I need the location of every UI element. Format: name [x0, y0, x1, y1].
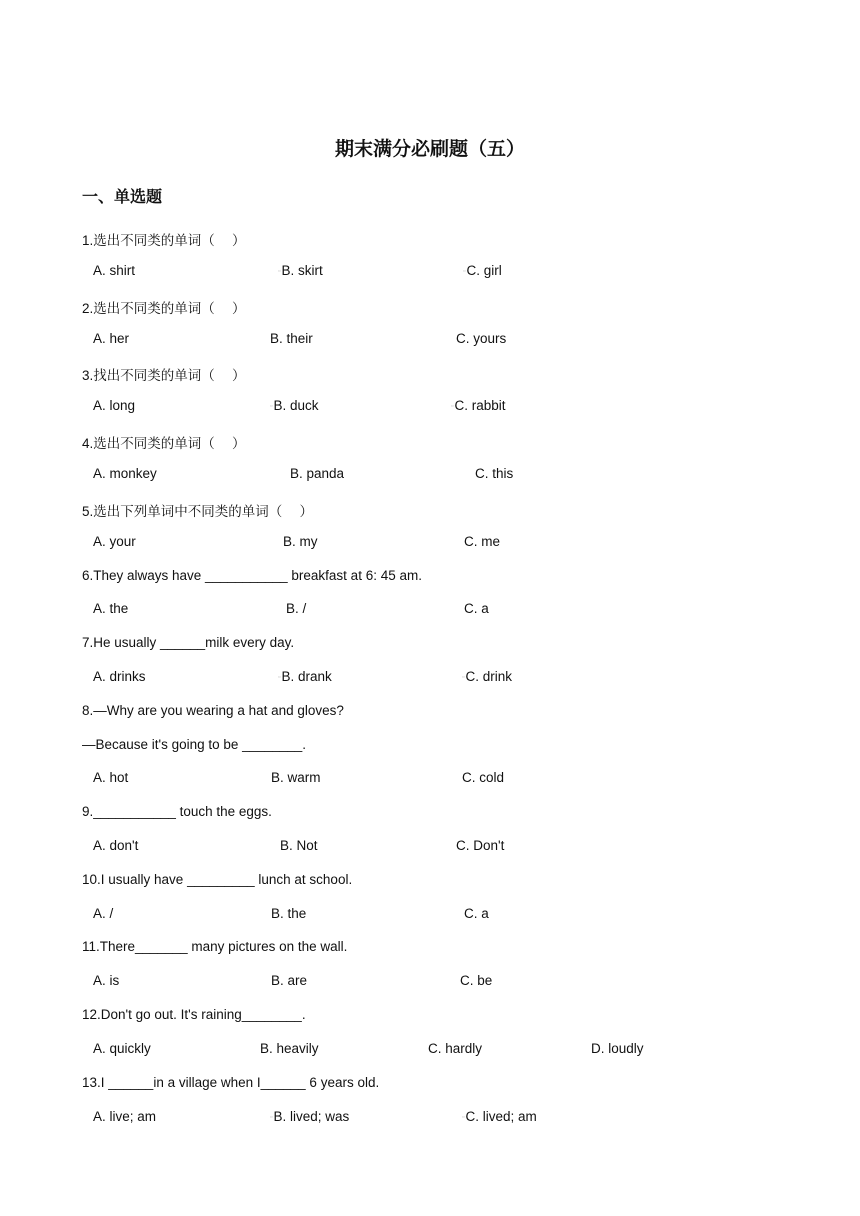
option-c-label: C. rabbit [454, 398, 506, 413]
option-a[interactable]: A. drinks [93, 669, 146, 684]
option-d[interactable]: D. loudly [591, 1041, 644, 1056]
option-c[interactable]: C. cold [462, 770, 505, 785]
option-a[interactable]: A. shirt [93, 263, 136, 278]
question-stem: 7.He usually ______milk every day. [82, 635, 295, 650]
option-c[interactable] [462, 1109, 537, 1124]
anchor-mark-icon: ▫ [278, 673, 281, 681]
option-c[interactable] [462, 669, 512, 684]
option-c-label: C. lived; am [465, 1109, 537, 1124]
question-stem: 10.I usually have _________ lunch at school. [82, 872, 353, 887]
anchor-mark-icon: ▫ [451, 402, 454, 410]
option-b-label: B. lived; was [273, 1109, 350, 1124]
option-b[interactable]: B. my [283, 534, 318, 549]
option-c[interactable] [463, 263, 502, 278]
option-c[interactable]: C. a [464, 601, 489, 616]
question-stem: 4.选出不同类的单词（ ） [82, 436, 246, 451]
question-stem: 8.—Why are you wearing a hat and gloves? [82, 703, 344, 718]
option-c[interactable]: C. yours [456, 331, 507, 346]
anchor-mark-icon: ▫ [462, 1113, 465, 1121]
section-heading: 一、单选题 [82, 187, 163, 206]
option-c[interactable]: C. hardly [428, 1041, 483, 1056]
option-a[interactable]: A. monkey [93, 466, 157, 481]
option-b[interactable] [278, 263, 323, 278]
option-b[interactable] [278, 669, 332, 684]
anchor-mark-icon: ▫ [270, 402, 273, 410]
question-stem: 11.There_______ many pictures on the wall. [82, 939, 348, 954]
anchor-mark-icon: ▫ [462, 673, 465, 681]
option-a[interactable]: A. is [93, 973, 120, 988]
question-stem: 12.Don't go out. It's raining________. [82, 1007, 306, 1022]
option-b[interactable]: B. panda [290, 466, 345, 481]
option-b[interactable] [270, 398, 319, 413]
question-stem: 6.They always have ___________ breakfast at 6: 45 am. [82, 568, 422, 583]
option-b[interactable]: B. are [271, 973, 308, 988]
option-c[interactable] [451, 398, 506, 413]
option-c-label: C. girl [466, 263, 502, 278]
option-c[interactable]: C. be [460, 973, 493, 988]
option-a[interactable]: A. don't [93, 838, 139, 853]
option-b[interactable]: B. the [271, 906, 307, 921]
option-b-label: B. drank [281, 669, 332, 684]
option-a[interactable]: A. quickly [93, 1041, 151, 1056]
question-stem: 13.I ______in a village when I______ 6 years old. [82, 1075, 380, 1090]
option-b[interactable]: B. heavily [260, 1041, 319, 1056]
option-a[interactable]: A. her [93, 331, 130, 346]
question-stem: 9.___________ touch the eggs. [82, 804, 272, 819]
option-c[interactable]: C. Don't [456, 838, 505, 853]
option-b[interactable]: B. Not [280, 838, 318, 853]
question-stem: 2.选出不同类的单词（ ） [82, 301, 246, 316]
option-c[interactable]: C. me [464, 534, 501, 549]
option-b[interactable]: B. / [286, 601, 307, 616]
question-stem: 5.选出下列单词中不同类的单词（ ） [82, 504, 314, 519]
option-a[interactable]: A. long [93, 398, 136, 413]
option-a[interactable]: A. your [93, 534, 136, 549]
question-stem: 3.找出不同类的单词（ ） [82, 368, 246, 383]
option-a[interactable]: A. / [93, 906, 114, 921]
page-title: 期末满分必刷题（五） [334, 138, 525, 160]
option-c[interactable]: C. a [464, 906, 489, 921]
option-b[interactable] [270, 1109, 349, 1124]
anchor-mark-icon: ▫ [270, 1113, 273, 1121]
option-c-label: C. drink [465, 669, 512, 684]
anchor-mark-icon: ▫ [463, 267, 466, 275]
option-b[interactable]: B. warm [271, 770, 321, 785]
option-c[interactable]: C. this [475, 466, 514, 481]
option-a[interactable]: A. live; am [93, 1109, 157, 1124]
option-b-label: B. skirt [281, 263, 323, 278]
question-stem: 1.选出不同类的单词（ ） [82, 233, 246, 248]
anchor-mark-icon: ▫ [278, 267, 281, 275]
option-a[interactable]: A. the [93, 601, 129, 616]
option-a[interactable]: A. hot [93, 770, 129, 785]
question-stem-reply: —Because it's going to be ________. [82, 737, 306, 752]
option-b[interactable]: B. their [270, 331, 313, 346]
option-b-label: B. duck [273, 398, 319, 413]
